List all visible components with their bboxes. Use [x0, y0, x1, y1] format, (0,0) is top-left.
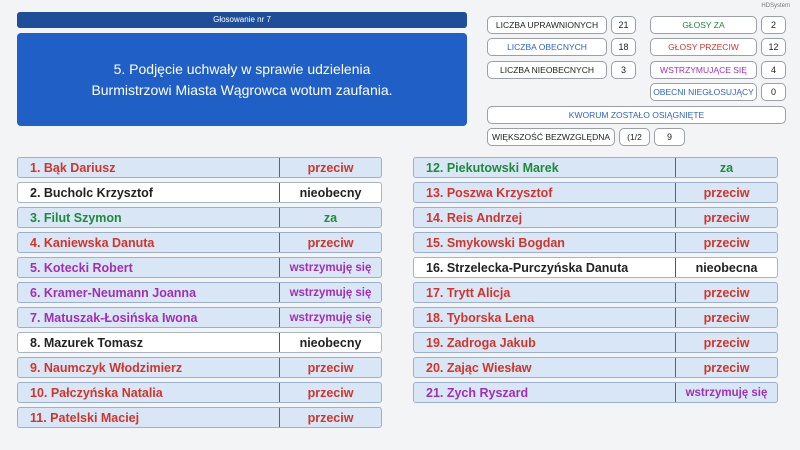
councillor-name: 4. Kaniewska Danuta: [30, 235, 155, 250]
councillor-row: [413, 232, 778, 253]
vote-value: wstrzymuję się: [289, 311, 372, 324]
councillor-name: 10. Pałczyńska Natalia: [30, 385, 163, 400]
councillor-row: [17, 282, 382, 303]
vote-value: przeciw: [703, 310, 750, 325]
entitled-value: 21: [611, 16, 636, 34]
councillor-name: 2. Bucholc Krzysztof: [30, 185, 153, 200]
absent-label: LICZBA NIEOBECNYCH: [487, 61, 607, 79]
vote-value: przeciw: [307, 360, 354, 375]
councillor-row: [413, 182, 778, 203]
not-voting-label: OBECNI NIEGŁOSUJĄCY: [650, 83, 757, 101]
not-voting-value: 0: [761, 83, 786, 101]
for-label: GŁOSY ZA: [650, 16, 757, 34]
vote-value: nieobecny: [299, 185, 362, 200]
councillor-name: 15. Smykowski Bogdan: [426, 235, 565, 250]
vote-value: przeciw: [307, 235, 354, 250]
councillor-row: [17, 332, 382, 353]
vote-value: przeciw: [703, 235, 750, 250]
councillor-name: 9. Naumczyk Włodzimierz: [30, 360, 183, 375]
councillor-name: 6. Kramer-Neumann Joanna: [30, 285, 197, 300]
councillor-name: 1. Bąk Dariusz: [30, 160, 116, 175]
councillor-row: [413, 257, 778, 278]
councillor-row: [17, 157, 382, 178]
councillor-row: [17, 182, 382, 203]
councillor-row: [413, 307, 778, 328]
vote-value: przeciw: [703, 285, 750, 300]
councillor-name: 20. Zając Wiesław: [426, 360, 532, 375]
majority-fraction: (1/2: [619, 128, 650, 146]
councillor-list-right: [413, 157, 778, 407]
vote-value: przeciw: [307, 410, 354, 425]
councillor-name: 12. Piekutowski Marek: [426, 160, 559, 175]
abstain-value: 4: [761, 61, 786, 79]
councillor-list-left: [17, 157, 382, 432]
councillor-name: 19. Zadroga Jakub: [426, 335, 536, 350]
councillor-row: [17, 407, 382, 428]
councillor-row: [413, 157, 778, 178]
councillor-row: [413, 282, 778, 303]
vote-value: nieobecna: [695, 260, 758, 275]
vote-value: przeciw: [703, 185, 750, 200]
vote-title: Głosowanie nr 7: [17, 12, 467, 28]
councillor-name: 14. Reis Andrzej: [426, 210, 523, 225]
councillor-name: 13. Poszwa Krzysztof: [426, 185, 553, 200]
present-value: 18: [611, 38, 636, 56]
councillor-row: [17, 207, 382, 228]
councillor-name: 5. Kotecki Robert: [30, 260, 133, 275]
councillor-row: [17, 232, 382, 253]
majority-value: 9: [654, 128, 685, 146]
against-value: 12: [761, 38, 786, 56]
councillor-row: [17, 357, 382, 378]
present-label: LICZBA OBECNYCH: [487, 38, 607, 56]
for-value: 2: [761, 16, 786, 34]
entitled-label: LICZBA UPRAWNIONYCH: [487, 16, 607, 34]
against-label: GŁOSY PRZECIW: [650, 38, 757, 56]
councillor-name: 3. Filut Szymon: [30, 210, 122, 225]
vote-value: wstrzymuję się: [289, 261, 372, 274]
vote-value: przeciw: [307, 385, 354, 400]
councillor-name: 7. Matuszak-Łosińska Iwona: [30, 310, 198, 325]
vote-value: przeciw: [703, 210, 750, 225]
councillor-row: [17, 307, 382, 328]
vote-value: za: [323, 210, 338, 225]
councillor-row: [413, 332, 778, 353]
councillor-name: 16. Strzelecka-Purczyńska Danuta: [426, 260, 629, 275]
vote-value: przeciw: [307, 160, 354, 175]
majority-label: WIĘKSZOŚĆ BEZWZGLĘDNA: [487, 128, 615, 146]
councillor-name: 21. Zych Ryszard: [426, 385, 529, 400]
vote-value: przeciw: [703, 335, 750, 350]
councillor-row: [413, 382, 778, 403]
vote-value: za: [719, 160, 734, 175]
councillor-name: 11. Patelski Maciej: [30, 410, 140, 425]
vote-value: wstrzymuję się: [685, 386, 768, 399]
vote-value: wstrzymuję się: [289, 286, 372, 299]
councillor-row: [413, 207, 778, 228]
absent-value: 3: [611, 61, 636, 79]
motion-text: 5. Podjęcie uchwały w sprawie udzielenia Burmistrzowi Miasta Wągrowca wotum zaufania.: [17, 33, 467, 126]
abstain-label: WSTRZYMUJĄCE SIĘ: [650, 61, 757, 79]
quorum-status: KWORUM ZOSTAŁO OSIĄGNIĘTE: [487, 106, 786, 124]
vote-value: nieobecny: [299, 335, 362, 350]
councillor-name: 18. Tyborska Lena: [426, 310, 535, 325]
councillor-name: 8. Mazurek Tomasz: [30, 335, 144, 350]
vote-value: przeciw: [703, 360, 750, 375]
councillor-row: [17, 257, 382, 278]
councillor-name: 17. Trytt Alicja: [426, 285, 511, 300]
councillor-row: [413, 357, 778, 378]
system-label: HDSystem: [761, 3, 790, 9]
councillor-row: [17, 382, 382, 403]
